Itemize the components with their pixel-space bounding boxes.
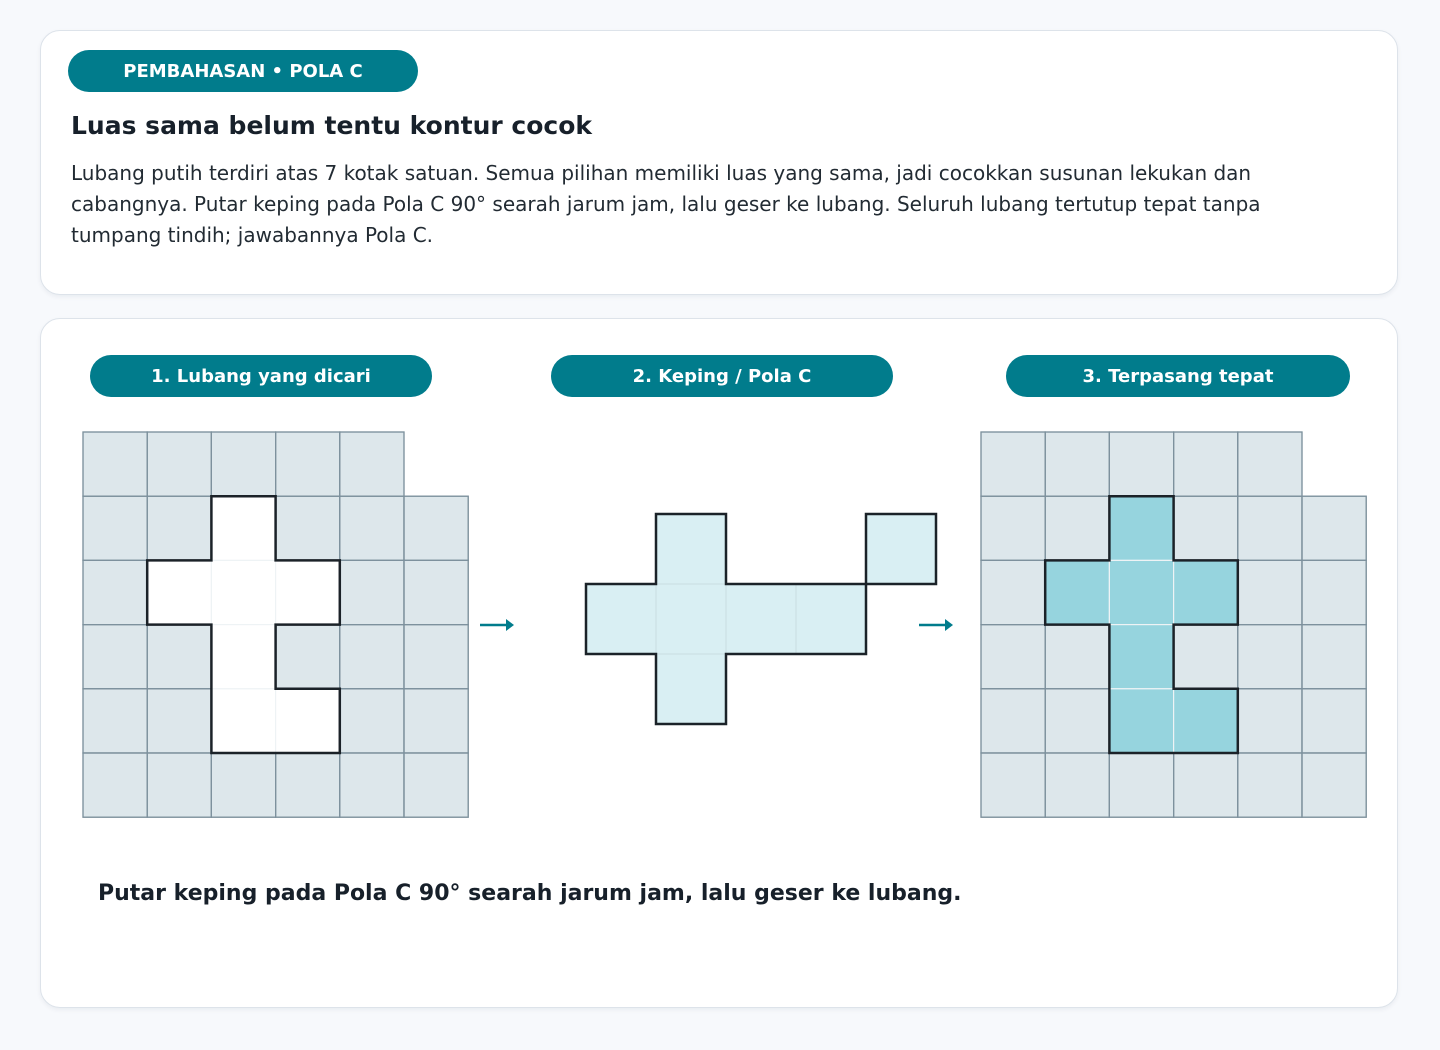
board-cell [1109,753,1173,817]
hole-cell [211,496,275,560]
hole-cell [1109,625,1173,689]
hole-cell [276,560,340,624]
board-cell [1045,496,1109,560]
filled-board [981,432,1366,817]
piece-cell [726,584,796,654]
board-cell [1302,560,1366,624]
board-cell [276,432,340,496]
piece-cell [586,584,656,654]
hole-cell [1174,689,1238,753]
board-cell [1238,689,1302,753]
solution-diagram [41,319,1397,859]
hole-cell [211,560,275,624]
board-cell [83,560,147,624]
board-cell [340,625,404,689]
hole-board [83,432,468,817]
board-cell [404,689,468,753]
section-badge: PEMBAHASAN • POLA C [68,50,418,92]
board-cell [83,496,147,560]
board-cell [147,689,211,753]
board-cell [404,496,468,560]
board-cell [1045,753,1109,817]
step-3-label: 3. Terpasang tepat [1006,355,1350,397]
board-cell [1302,753,1366,817]
board-cell [1045,625,1109,689]
board-cell [1302,625,1366,689]
step-1-label: 1. Lubang yang dicari [90,355,432,397]
board-cell [147,496,211,560]
board-cell [83,432,147,496]
board-cell [1238,753,1302,817]
hole-cell [1109,496,1173,560]
board-cell [981,560,1045,624]
board-cell [1302,496,1366,560]
board-cell [1174,753,1238,817]
arrow-right-icon [919,619,953,631]
piece-cell [656,514,726,584]
hole-cell [1109,689,1173,753]
board-cell [276,625,340,689]
piece-cell [796,584,866,654]
board-cell [211,432,275,496]
board-cell [211,753,275,817]
arrow-head [506,619,514,631]
board-cell [276,753,340,817]
board-cell [1302,689,1366,753]
board-cell [147,432,211,496]
board-cell [276,496,340,560]
board-cell [340,753,404,817]
hole-cell [211,689,275,753]
board-cell [147,625,211,689]
instruction-text: Putar keping pada Pola C 90° searah jarum jam, lalu geser ke lubang. [98,881,962,906]
board-cell [147,753,211,817]
board-cell [340,496,404,560]
hole-cell [276,689,340,753]
piece-pola-c [586,514,936,724]
board-cell [1109,432,1173,496]
arrow-head [945,619,953,631]
piece-cell [656,654,726,724]
board-cell [340,432,404,496]
board-cell [83,625,147,689]
board-cell [1238,560,1302,624]
board-cell [1045,432,1109,496]
solution-card [40,318,1398,1008]
hole-cell [1109,560,1173,624]
hole-cell [147,560,211,624]
board-cell [1238,496,1302,560]
board-cell [981,496,1045,560]
board-cell [1174,496,1238,560]
board-cell [1174,625,1238,689]
piece-cell [656,584,726,654]
board-cell [1238,625,1302,689]
step-2-label: 2. Keping / Pola C [551,355,893,397]
board-cell [981,432,1045,496]
board-cell [404,625,468,689]
explanation-text: Lubang putih terdiri atas 7 kotak satuan. Semua pilihan memiliki luas yang sama, jadi cocokkan susunan lekukan dan cabangnya. Putar keping pada Pola C 90° searah jarum jam, lalu geser ke lubang. Seluruh lubang tertutup tepat tanpa tumpang tindih; jawabannya Pola C. [71,161,1261,247]
board-cell [83,753,147,817]
board-cell [1238,432,1302,496]
board-cell [404,560,468,624]
board-cell [1045,689,1109,753]
hole-cell [211,625,275,689]
board-cell [981,753,1045,817]
board-cell [981,625,1045,689]
board-cell [340,560,404,624]
explanation-card [40,30,1398,295]
board-cell [981,689,1045,753]
board-cell [1174,432,1238,496]
hole-cell [1045,560,1109,624]
board-cell [340,689,404,753]
piece-cell [866,514,936,584]
explanation-title: Luas sama belum tentu kontur cocok [71,111,593,140]
hole-cell [1174,560,1238,624]
arrow-right-icon [480,619,514,631]
board-cell [404,753,468,817]
board-cell [83,689,147,753]
